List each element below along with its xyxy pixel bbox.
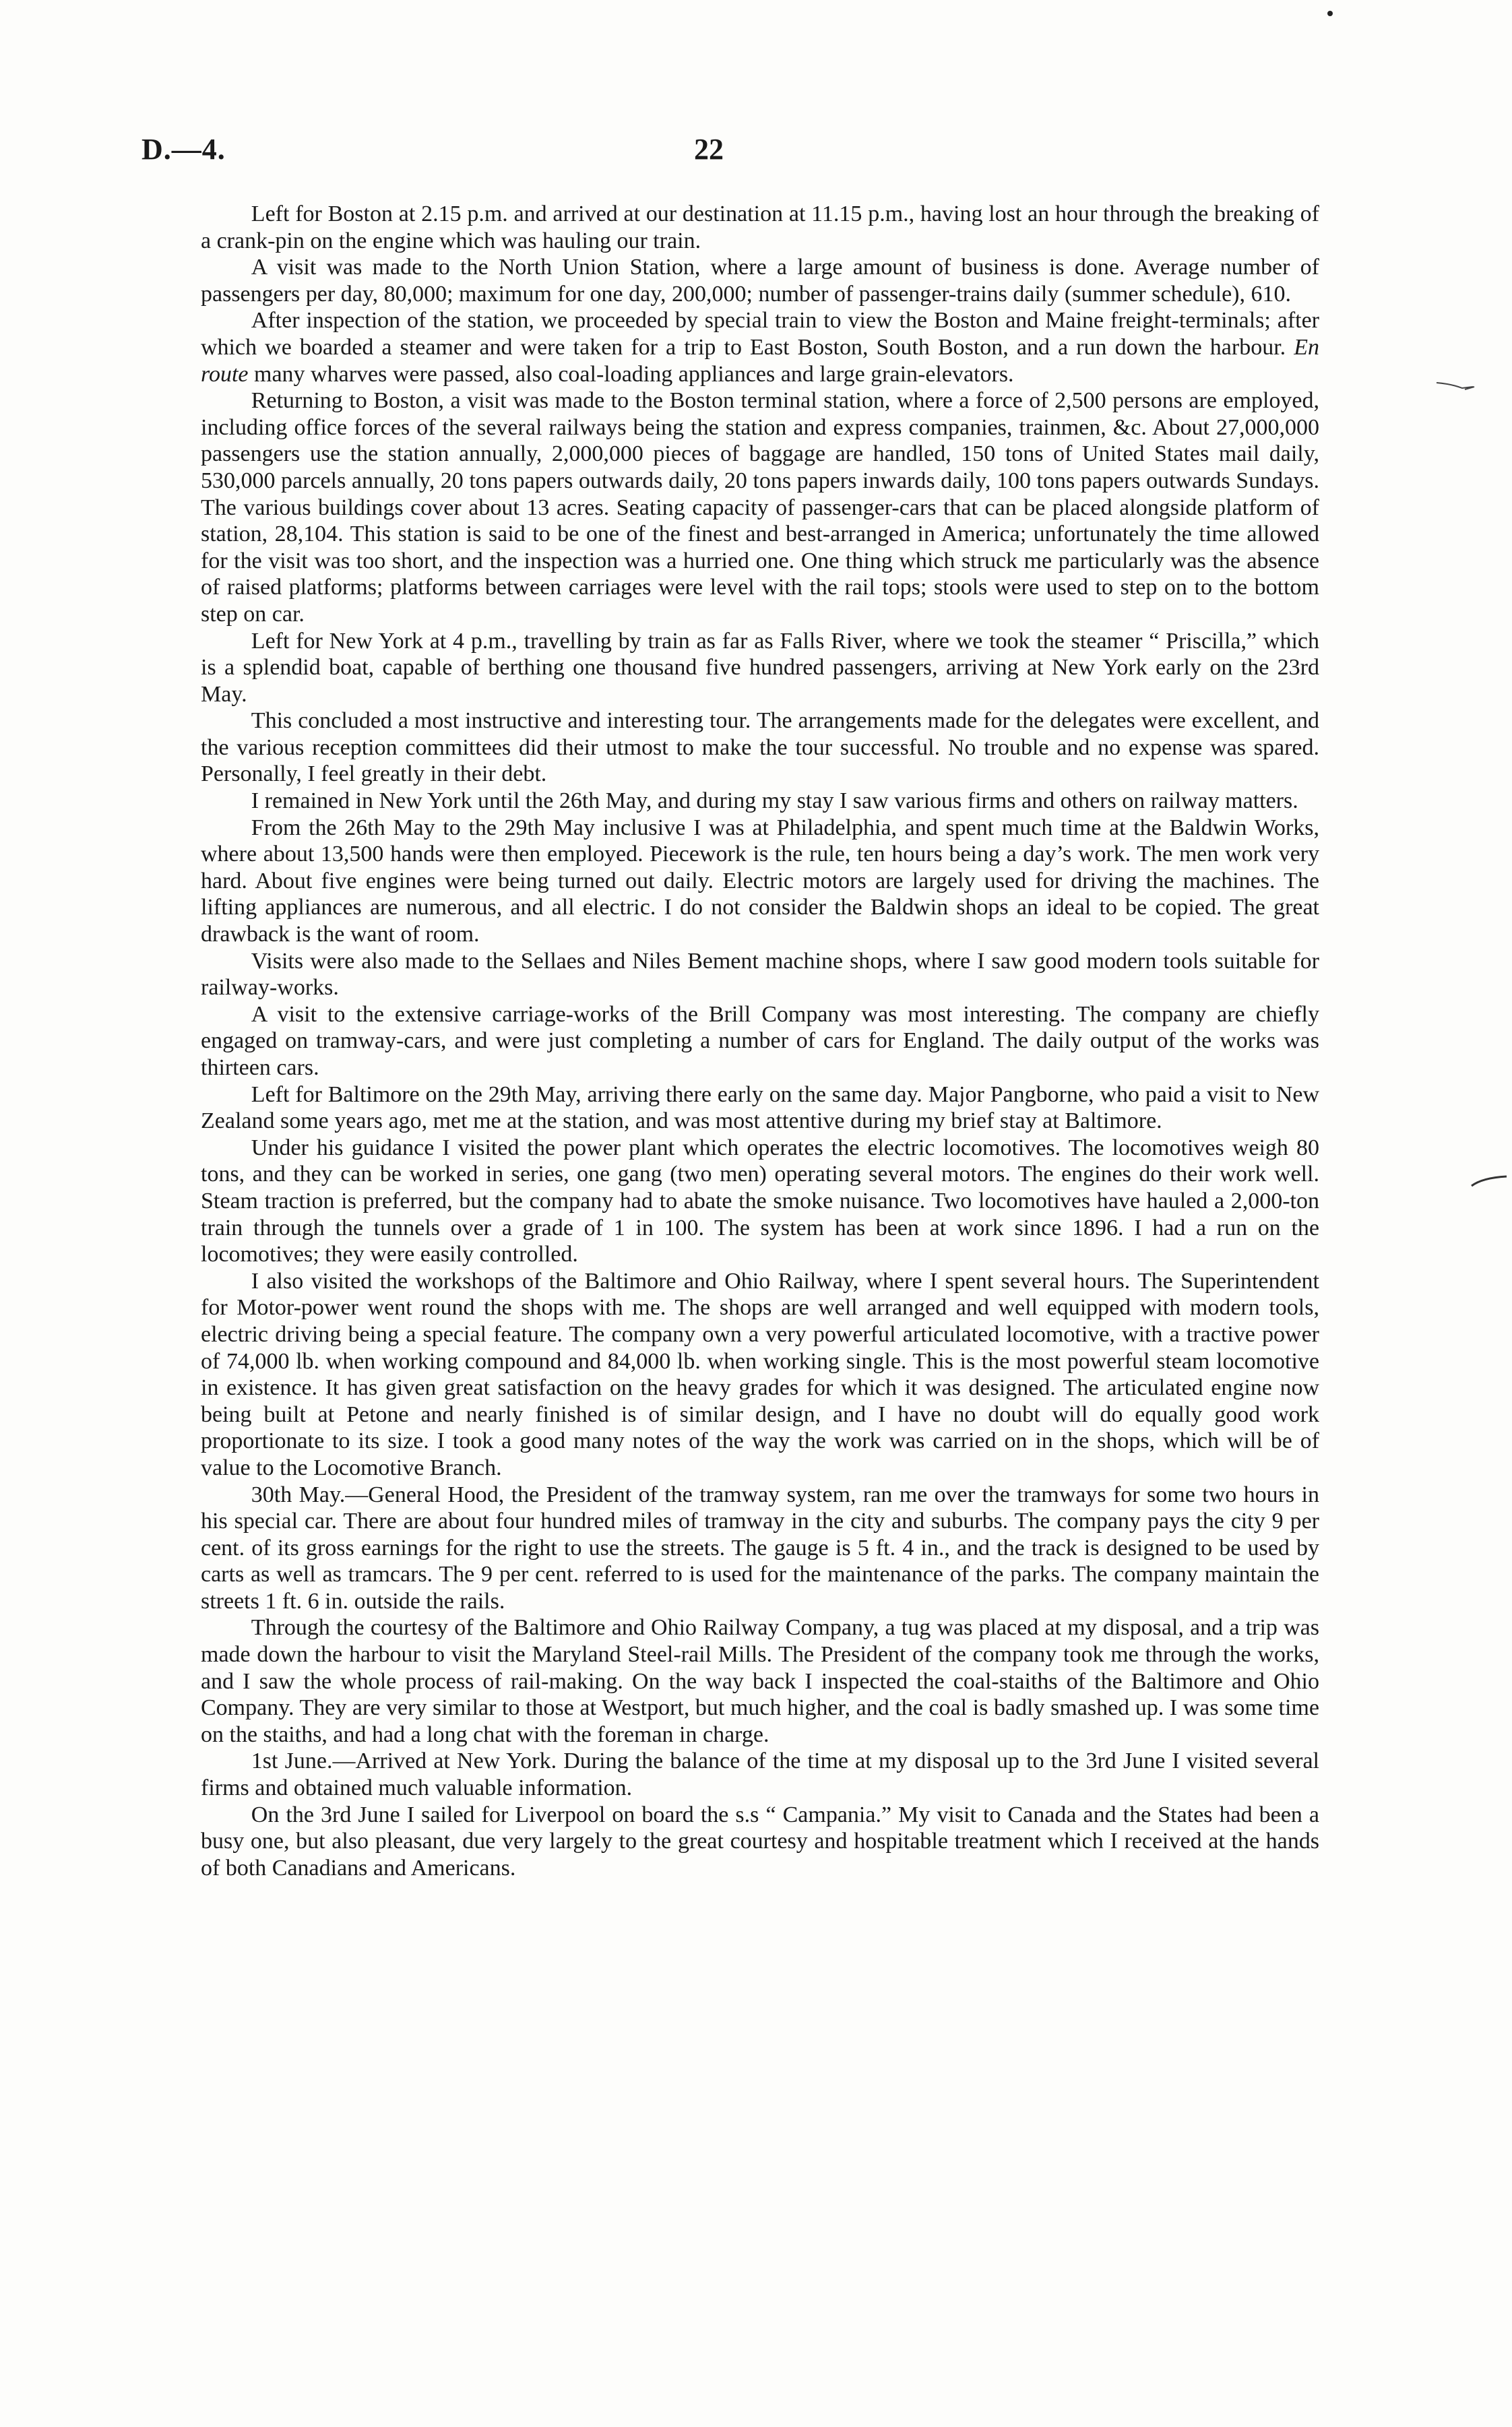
page-header (141, 132, 1354, 172)
paragraph: From the 26th May to the 29th May inclusive I was at Philadelphia, and spent much time at the Baldwin Works, where about 13,500 hands were then employed. Piecework is the rule, ten hours being a day’s work. The men work very hard. About five engines were being turned out daily. Electric motors are largely used for driving the machines. The lifting appliances are numerous, and all electric. I do not consider the Baldwin shops an ideal to be copied. The great drawback is the want of room. (201, 815, 1319, 947)
italic-phrase: En route (201, 334, 1320, 387)
paragraph: On the 3rd June I sailed for Liverpool on board the s.s “ Campania.” My visit to Canada and the States had been a busy one, but also pleasant, due very largely to the great courtesy and hospitable treatment which I received at the hands of both Canadians and Americans. (201, 1802, 1319, 1881)
paragraph: 1st June.—Arrived at New York. During the balance of the time at my disposal up to the 3rd June I visited several firms and obtained much valuable information. (201, 1748, 1319, 1801)
paragraph: I remained in New York until the 26th May, and during my stay I saw various firms and others on railway matters. (251, 788, 1298, 814)
ink-speck (1327, 11, 1333, 16)
paragraph: I also visited the workshops of the Baltimore and Ohio Railway, where I spent several hours. The Superintendent for Motor-power went round the shops with me. The shops are well arranged and well equipped with modern tools, electric driving being a special feature. The company own a very powerful articulated locomotive, with a tractive power of 74,000 lb. when working compound and 84,000 lb. when working single. This is the most powerful steam locomotive in existence. It has given great satisfaction on the heavy grades for which it was designed. The articulated engine now being built at Petone and nearly finished is of similar design, and I have no doubt will do equally good work proportionate to its size. I took a good many notes of the way the work was carried on in the shops, which will be of value to the Locomotive Branch. (201, 1268, 1319, 1480)
paragraph: Under his guidance I visited the power plant which operates the electric locomotives. The locomotives weigh 80 tons, and they can be worked in series, one gang (two men) operating several motors. The engines do their work well. Steam traction is preferred, but the company had to abate the smoke nuisance. Two locomotives have hauled a 2,000-ton train through the tunnels over a grade of 1 in 100. The system has been at work since 1896. I had a run on the locomotives; they were easily controlled. (201, 1135, 1319, 1267)
margin-pencil-mark (1469, 1172, 1509, 1189)
paragraph (201, 307, 1319, 387)
document-reference: D.—4. (141, 133, 226, 166)
paragraph: A visit to the extensive carriage-works of the Brill Company was most interesting. The company are chiefly engaged on tramway-cars, and were just completing a number of cars for England. The daily output of the works was thirteen cars. (201, 1001, 1319, 1080)
margin-pencil-mark (1435, 377, 1476, 393)
paragraph-text: After inspection of the station, we proceeded by special train to view the Boston and Maine freight-terminals; after which we boarded a steamer and were taken for a trip to East Boston, South Boston, and a run down the harbour. (201, 308, 1319, 360)
paragraph: Left for Boston at 2.15 p.m. and arrived at our destination at 11.15 p.m., having lost an hour through the breaking of a crank-pin on the engine which was hauling our train. (201, 201, 1319, 253)
paragraph: 30th May.—General Hood, the President of the tramway system, ran me over the tramways for some two hours in his special car. There are about four hundred miles of tramway in the city and suburbs. The company pays the city 9 per cent. of its gross earnings for the right to use the streets. The gauge is 5 ft. 4 in., and the track is designed to be used by carts as well as tramcars. The 9 per cent. referred to is used for the maintenance of the parks. The company maintain the streets 1 ft. 6 in. outside the rails. (201, 1482, 1319, 1614)
paragraph: This concluded a most instructive and interesting tour. The arrangements made for the delegates were excellent, and the various reception committees did their utmost to make the tour successful. No trouble and no expense was spared. Personally, I feel greatly in their debt. (201, 708, 1319, 787)
paragraph: A visit was made to the North Union Station, where a large amount of business is done. Average number of passengers per day, 80,000; maximum for one day, 200,000; number of passenger-trains daily (summer schedule), 610. (201, 255, 1319, 307)
paragraph: Through the courtesy of the Baltimore and Ohio Railway Company, a tug was placed at my disposal, and a trip was made down the harbour to visit the Maryland Steel-rail Mills. The President of the company took me through the works, and I saw the whole process of rail-making. On the way back I inspected the coal-staiths of the Baltimore and Ohio Company. They are very similar to those at Westport, but much higher, and the coal is badly smashed up. I was some time on the staiths, and had a long chat with the foreman in charge. (201, 1615, 1319, 1747)
paragraph: Left for Baltimore on the 29th May, arriving there early on the same day. Major Pangborne, who paid a visit to New Zealand some years ago, met me at the station, and was most attentive during my brief stay at Baltimore. (201, 1081, 1319, 1134)
body-text (201, 201, 1319, 1881)
paragraph: Left for New York at 4 p.m., travelling by train as far as Falls River, where we took the steamer “ Priscilla,” which is a splendid boat, capable of berthing one thousand five hundred passengers, arriving at New York early on the 23rd May. (201, 628, 1319, 707)
paragraph: Visits were also made to the Sellaes and Niles Bement machine shops, where I saw good modern tools suitable for railway-works. (201, 948, 1319, 1001)
paragraph-text: many wharves were passed, also coal-loading appliances and large grain-elevators. (248, 361, 1014, 387)
paragraph: Returning to Boston, a visit was made to the Boston terminal station, where a force of 2,500 persons are employed, including office forces of the several railways being the station and express companies, trainmen, &c. About 27,000,000 passengers use the station annually, 2,000,000 pieces of baggage are handled, 150 tons of United States mail daily, 530,000 parcels annually, 20 tons papers outwards daily, 20 tons papers inwards daily, 100 tons papers outwards Sundays. The various buildings cover about 13 acres. Seating capacity of passenger-cars that can be placed alongside platform of station, 28,104. This station is said to be one of the finest and best-arranged in America; unfortunately the time allowed for the visit was too short, and the inspection was a hurried one. One thing which struck me particularly was the absence of raised platforms; platforms between carriages were level with the rail tops; stools were used to step on to the bottom step on car. (201, 388, 1319, 627)
page-number: 22 (694, 133, 724, 166)
